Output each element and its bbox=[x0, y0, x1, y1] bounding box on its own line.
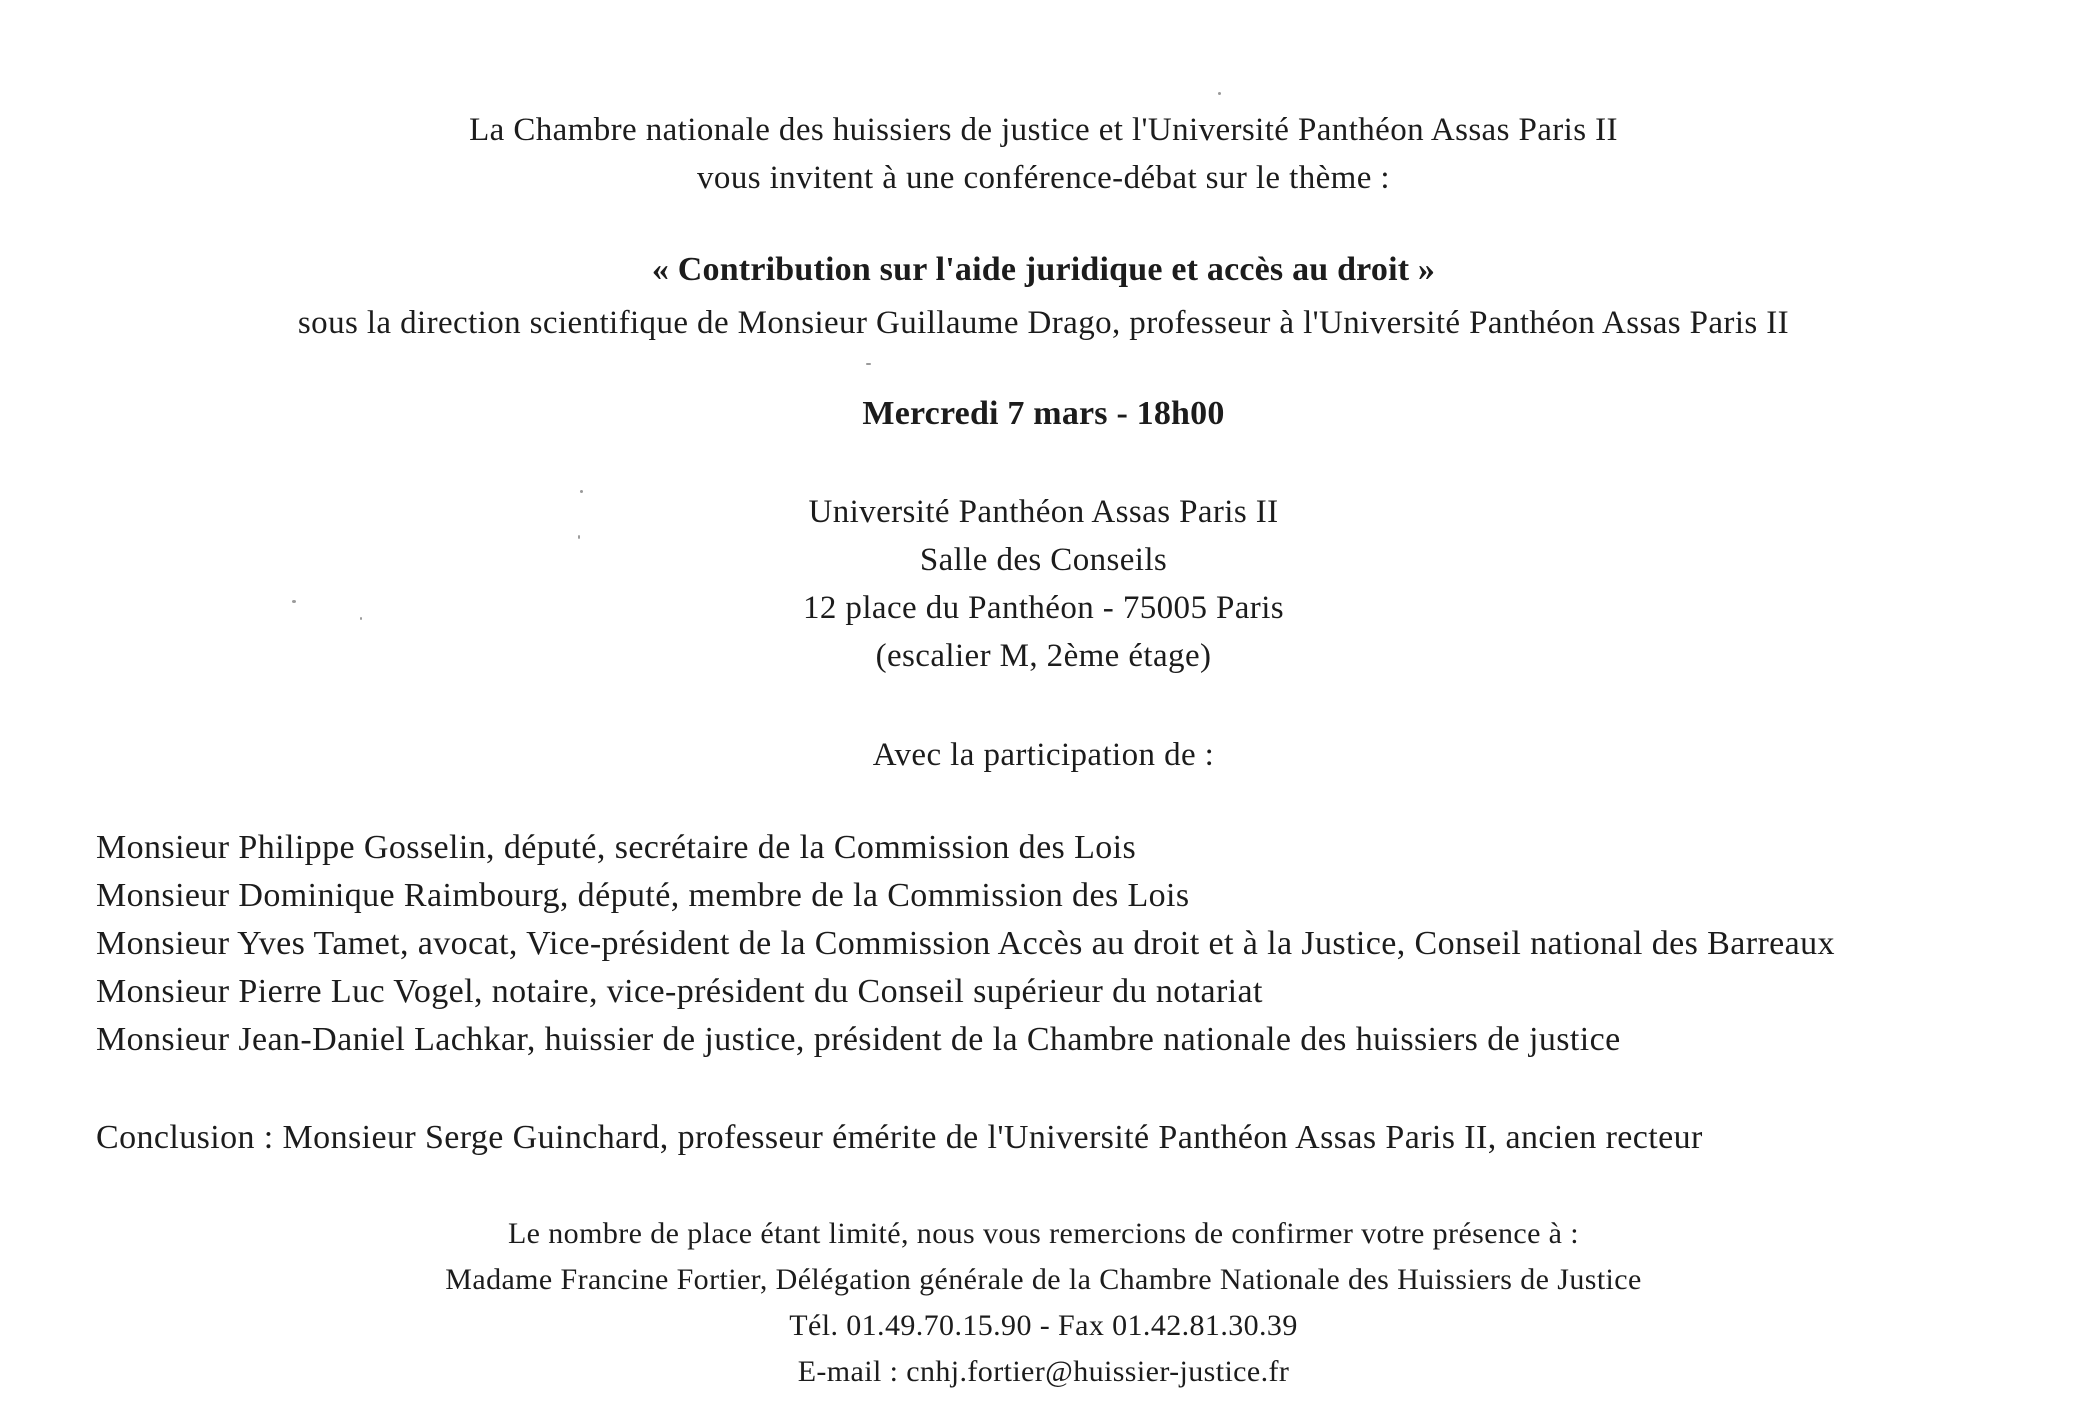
venue-line-2: Salle des Conseils bbox=[919, 542, 1168, 578]
participant-item: Monsieur Pierre Luc Vogel, notaire, vice-président du Conseil supérieur du notariat bbox=[96, 973, 1263, 1010]
scan-speck bbox=[578, 535, 580, 539]
scientific-direction: sous la direction scientifique de Monsieur Guillaume Drago, professeur à l'Université Panthéon Assas Paris II bbox=[297, 305, 1790, 341]
participant-item: Monsieur Dominique Raimbourg, député, membre de la Commission des Lois bbox=[96, 877, 1190, 914]
conclusion: Conclusion : Monsieur Serge Guinchard, professeur émérite de l'Université Panthéon Assas Paris II, ancien recteur bbox=[96, 1119, 1703, 1156]
participation-heading: Avec la participation de : bbox=[872, 737, 1215, 773]
rsvp-contact-name: Madame Francine Fortier, Délégation générale de la Chambre Nationale des Huissiers de Justice bbox=[445, 1263, 1642, 1296]
venue-line-1: Université Panthéon Assas Paris II bbox=[808, 494, 1279, 530]
intro-line-2: vous invitent à une conférence-débat sur le thème : bbox=[697, 160, 1390, 196]
scan-speck bbox=[866, 363, 871, 365]
conference-theme: « Contribution sur l'aide juridique et accès au droit » bbox=[651, 251, 1436, 288]
rsvp-phone-fax: Tél. 01.49.70.15.90 - Fax 01.42.81.30.39 bbox=[789, 1309, 1298, 1342]
scan-speck bbox=[1218, 92, 1221, 95]
participant-item: Monsieur Yves Tamet, avocat, Vice-président de la Commission Accès au droit et à la Justice, Conseil national des Barreaux bbox=[96, 925, 1835, 962]
event-date: Mercredi 7 mars - 18h00 bbox=[862, 395, 1225, 432]
venue-line-3: 12 place du Panthéon - 75005 Paris bbox=[802, 590, 1284, 626]
rsvp-line-1: Le nombre de place étant limité, nous vous remercions de confirmer votre présence à : bbox=[507, 1217, 1580, 1250]
participant-item: Monsieur Philippe Gosselin, député, secrétaire de la Commission des Lois bbox=[96, 829, 1137, 866]
participant-item: Monsieur Jean-Daniel Lachkar, huissier de justice, président de la Chambre nationale des huissiers de justice bbox=[96, 1021, 1621, 1058]
venue-line-4: (escalier M, 2ème étage) bbox=[875, 638, 1212, 674]
intro-line-1: La Chambre nationale des huissiers de justice et l'Université Panthéon Assas Paris II bbox=[469, 112, 1618, 148]
rsvp-email: E-mail : cnhj.fortier@huissier-justice.fr bbox=[797, 1355, 1290, 1388]
